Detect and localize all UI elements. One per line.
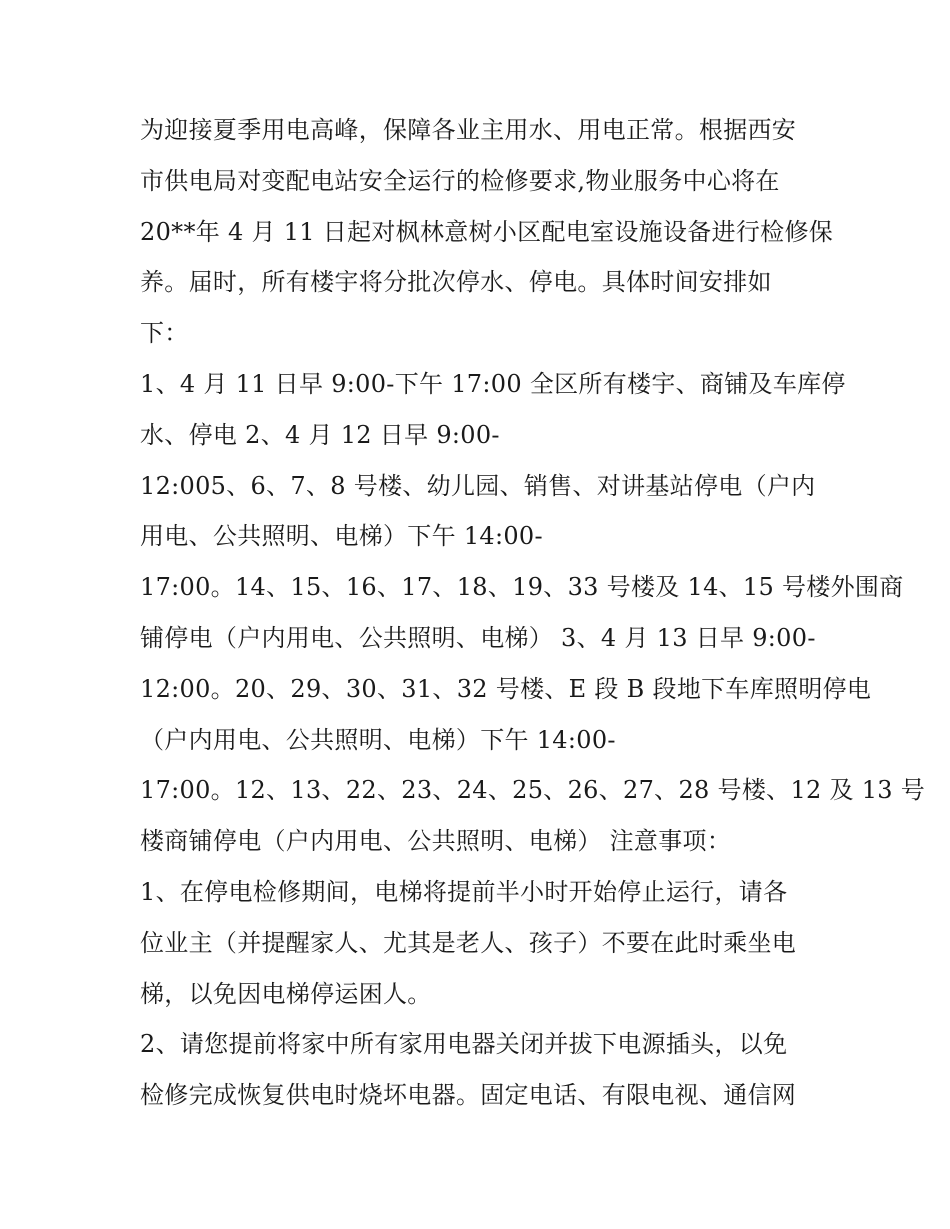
- text-line-19: 2、请您提前将家中所有家用电器关闭并拔下电源插头，以免: [140, 1030, 788, 1059]
- text-line-9: 用电、公共照明、电梯）下午 14:00-: [140, 522, 543, 551]
- text-line-14: 17:00。12、13、22、23、24、25、26、27、28 号楼、12 及 13 号: [140, 776, 926, 805]
- text-line-5: 下：: [140, 319, 189, 348]
- text-line-18: 梯，以免因电梯停运困人。: [140, 979, 432, 1008]
- text-line-13: （户内用电、公共照明、电梯）下午 14:00-: [140, 725, 616, 754]
- text-line-1: 为迎接夏季用电高峰，保障各业主用水、用电正常。根据西安: [140, 116, 797, 144]
- text-line-10: 17:00。14、15、16、17、18、19、33 号楼及 14、15 号楼外围商: [140, 573, 904, 602]
- text-line-15: 楼商铺停电（户内用电、公共照明、电梯） 注意事项：: [140, 827, 732, 856]
- notice-body: [140, 105, 926, 1121]
- text-line-7: 水、停电 2、4 月 12 日早 9:00-: [140, 420, 500, 449]
- text-line-4: 养。届时，所有楼宇将分批次停水、停电。具体时间安排如: [140, 268, 772, 297]
- text-line-16: 1、在停电检修期间，电梯将提前半小时开始停止运行，请各: [140, 877, 788, 906]
- text-line-20: 检修完成恢复供电时烧坏电器。固定电话、有限电视、通信网: [140, 1081, 797, 1110]
- text-line-17: 位业主（并提醒家人、尤其是老人、孩子）不要在此时乘坐电: [140, 928, 797, 957]
- text-line-8: 12:005、6、7、8 号楼、幼儿园、销售、对讲基站停电（户内: [140, 471, 816, 500]
- text-line-6: 1、4 月 11 日早 9:00-下午 17:00 全区所有楼宇、商铺及车库停: [140, 369, 846, 398]
- text-line-3: 20**年 4 月 11 日起对枫林意树小区配电室设施设备进行检修保: [140, 217, 834, 246]
- text-line-2: 市供电局对变配电站安全运行的检修要求,物业服务中心将在: [140, 166, 780, 195]
- text-line-12: 12:00。20、29、30、31、32 号楼、E 段 B 段地下车库照明停电: [140, 674, 872, 703]
- text-line-11: 铺停电（户内用电、公共照明、电梯） 3、4 月 13 日早 9:00-: [140, 623, 816, 652]
